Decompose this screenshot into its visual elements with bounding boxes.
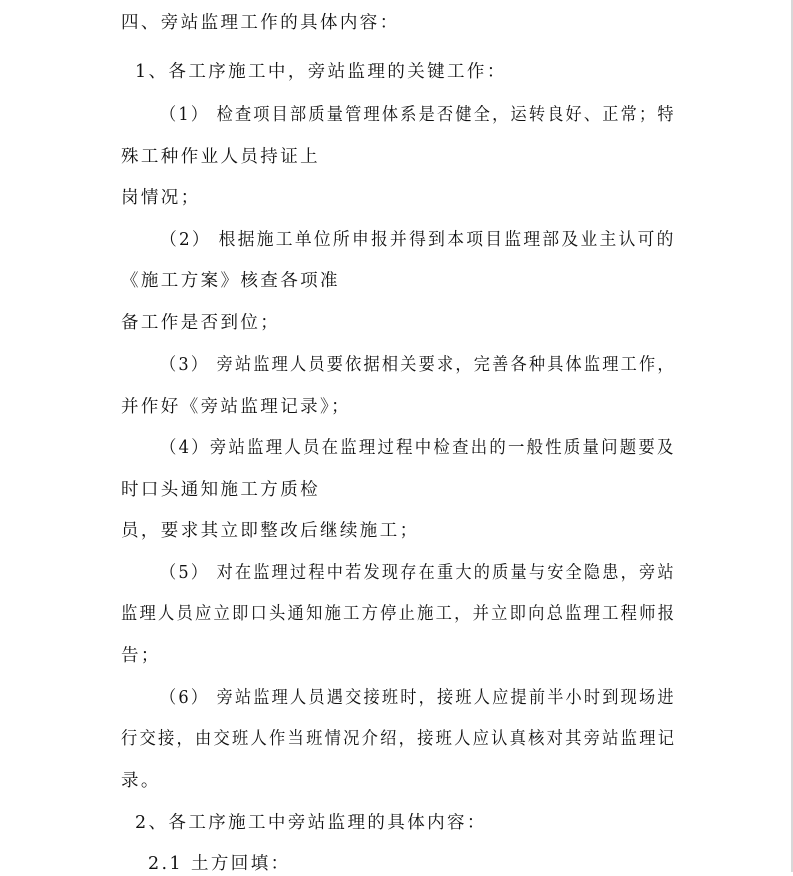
paragraph-line: （6） 旁站监理人员遇交接班时，接班人应提前半小时到现场进 [160,688,676,708]
paragraph-line: （1） 检查项目部质量管理体系是否健全，运转良好、正常；特 [160,105,676,125]
paragraph-line: 备工作是否到位； [121,313,281,333]
paragraph-line: 并作好《旁站监理记录》； [121,397,352,417]
paragraph-line: 《施工方案》核查各项准 [121,271,340,291]
subsection-heading: 2.1 土方回填： [148,854,291,874]
paragraph-line: 殊工种作业人员持证上 [121,147,320,167]
paragraph-line: 员，要求其立即整改后继续施工； [121,521,420,541]
paragraph-line: 监理人员应立即口头通知施工方停止施工，并立即向总监理工程师报 [121,604,677,624]
paragraph-line: 行交接，由交班人作当班情况介绍，接班人应认真核对其旁站监理记 [121,729,677,749]
section-heading: 四、旁站监理工作的具体内容： [121,13,400,33]
paragraph-line: 岗情况； [121,188,201,208]
paragraph-line: （4）旁站监理人员在监理过程中检查出的一般性质量问题要及 [160,438,676,458]
paragraph-line: （3） 旁站监理人员要依据相关要求，完善各种具体监理工作， [160,355,676,375]
paragraph-line: （5） 对在监理过程中若发现存在重大的质量与安全隐患，旁站 [160,563,676,583]
paragraph-line: 告； [121,646,161,666]
subsection-heading: 2、各工序施工中旁站监理的具体内容： [135,813,487,833]
paragraph-line: （2） 根据施工单位所申报并得到本项目监理部及业主认可的 [160,230,676,250]
paragraph-line: 录。 [121,771,161,791]
subsection-heading: 1、各工序施工中，旁站监理的关键工作： [135,62,507,82]
paragraph-line: 时口头通知施工方质检 [121,480,320,500]
